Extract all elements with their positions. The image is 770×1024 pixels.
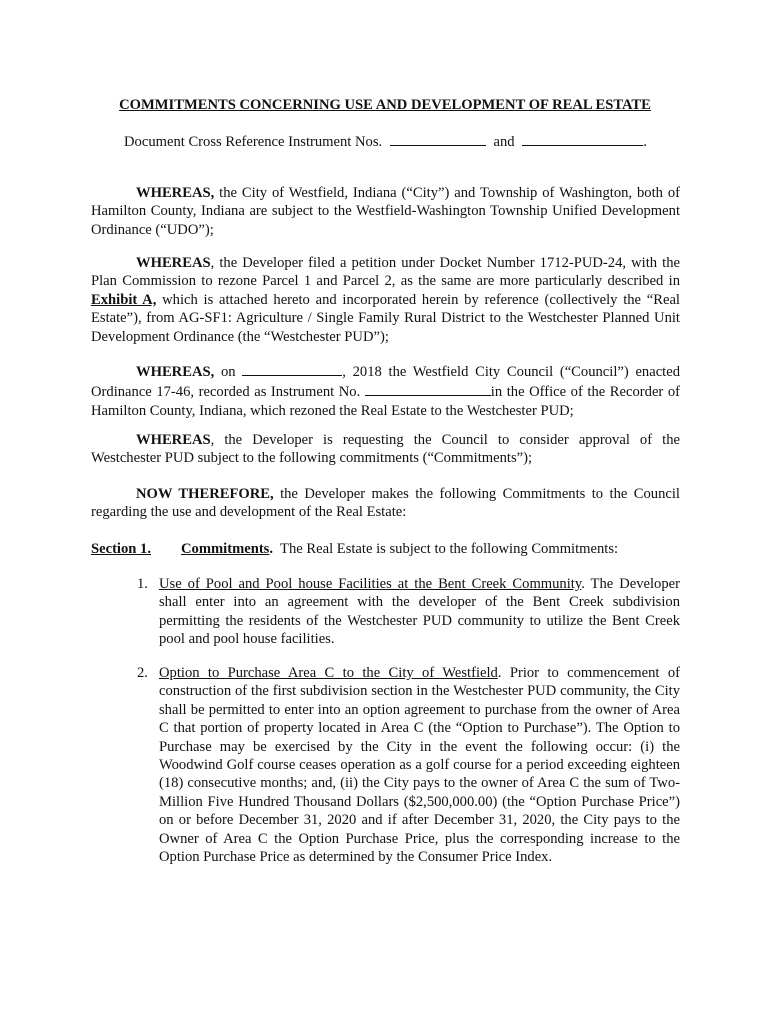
cross-reference-line	[124, 131, 647, 151]
cross-reference-prefix: Document Cross Reference Instrument Nos.	[124, 134, 383, 150]
cross-reference-suffix: .	[643, 134, 647, 150]
commitment-text: . The Developer shall enter into an agreement with the developer of the Bent Creek subdivision permitting the residents of the Westchester PUD community to utilize the Bent Creek pool and pool house facilities.	[159, 576, 680, 648]
section-1-heading	[91, 540, 618, 558]
exhibit-reference: Exhibit A,	[91, 291, 157, 308]
commitment-text: . Prior to commencement of construction of the first subdivision section in the Westchester PUD community, the City shall be permitted to enter into an option agreement to purchase from the owner of Area C that portion of property located in Area C (the “Option to Purchase”). The Option to Purchase may be exercised by the City in the event the following occur: (i) the Woodwind Golf course ceases operation as a golf course for a period exceeding eighteen (18) consecutive months; and, (ii) the City pays to the owner of Area C the sum of Two-Million Five Hundred Thousand Dollars ($2,500,000.00) (the “Option Purchase Price”) on or before December 31, 2020 and if after December 31, 2020, the City pays to the Owner of Area C the Option Purchase Price, plus the corresponding increase to the Option Purchase Price as determined by the Consumer Price Index.	[159, 665, 681, 866]
recital-text: , the Developer filed a petition under Docket Number 1712-PUD-24, with the Plan Commission to rezone Parcel 1 and Parcel 2, as the same are more particularly described in	[91, 255, 680, 290]
cross-reference-joiner: and	[493, 134, 515, 150]
recital-1	[91, 184, 680, 239]
recital-2	[91, 254, 680, 346]
recital-lead: WHEREAS,	[136, 364, 215, 380]
commitment-item	[137, 664, 680, 866]
recital-lead: WHEREAS,	[136, 185, 215, 201]
recital-text: the City of Westfield, Indiana (“City”) and Township of Washington, both of Hamilton County, Indiana are subject to the Westfield-Washington Township Unified Development Ordinance (“UDO”);	[91, 185, 680, 238]
recital-text: , the Developer is requesting the Council to consider approval of the Westchester PUD subject to the following commitments (“Commitments”);	[91, 432, 680, 467]
recital-text: on	[214, 364, 243, 380]
recital-4	[91, 431, 680, 468]
list-marker: 1.	[137, 576, 148, 592]
recital-lead: NOW THEREFORE,	[136, 486, 274, 502]
list-marker: 2.	[137, 665, 148, 681]
date-blank	[242, 361, 342, 376]
instrument-number-blank	[365, 381, 491, 396]
recital-text: which is attached hereto and incorporated herein by reference (collectively the “Real Estate”), from AG-SF1: Agriculture / Single Family Rural District to the Westchester Planned Unit Development Ordinance (the “Westchester PUD”);	[91, 291, 680, 345]
recital-text: , 2018 the Westfield City Council (“Council”) enacted Ordinance 17-46, recorded as Instrument No.	[91, 364, 681, 401]
document-title: COMMITMENTS CONCERNING USE AND DEVELOPMENT OF REAL ESTATE	[119, 97, 651, 113]
section-number: Section 1.	[91, 541, 151, 557]
section-title: Commitments	[181, 541, 270, 557]
recital-3	[91, 361, 680, 420]
commitment-item	[137, 575, 680, 649]
commitment-body	[159, 575, 680, 649]
recital-lead: WHEREAS	[136, 255, 211, 271]
recital-lead: WHEREAS	[136, 432, 211, 448]
recital-5	[91, 485, 680, 522]
commitment-heading: Use of Pool and Pool house Facilities at the Bent Creek Community	[159, 576, 582, 592]
commitment-heading: Option to Purchase Area C to the City of Westfield	[159, 665, 498, 681]
instrument-blank-2	[522, 131, 643, 146]
commitment-body	[159, 664, 680, 866]
recital-text: in the Office of the Recorder of Hamilton County, Indiana, which rezoned the Real Estate to the Westchester PUD;	[91, 384, 681, 419]
recital-text: the Developer makes the following Commitments to the Council regarding the use and development of the Real Estate:	[91, 486, 680, 521]
section-text: The Real Estate is subject to the following Commitments:	[273, 541, 619, 557]
section-title-punct: .	[269, 541, 274, 557]
instrument-blank-1	[390, 131, 486, 146]
